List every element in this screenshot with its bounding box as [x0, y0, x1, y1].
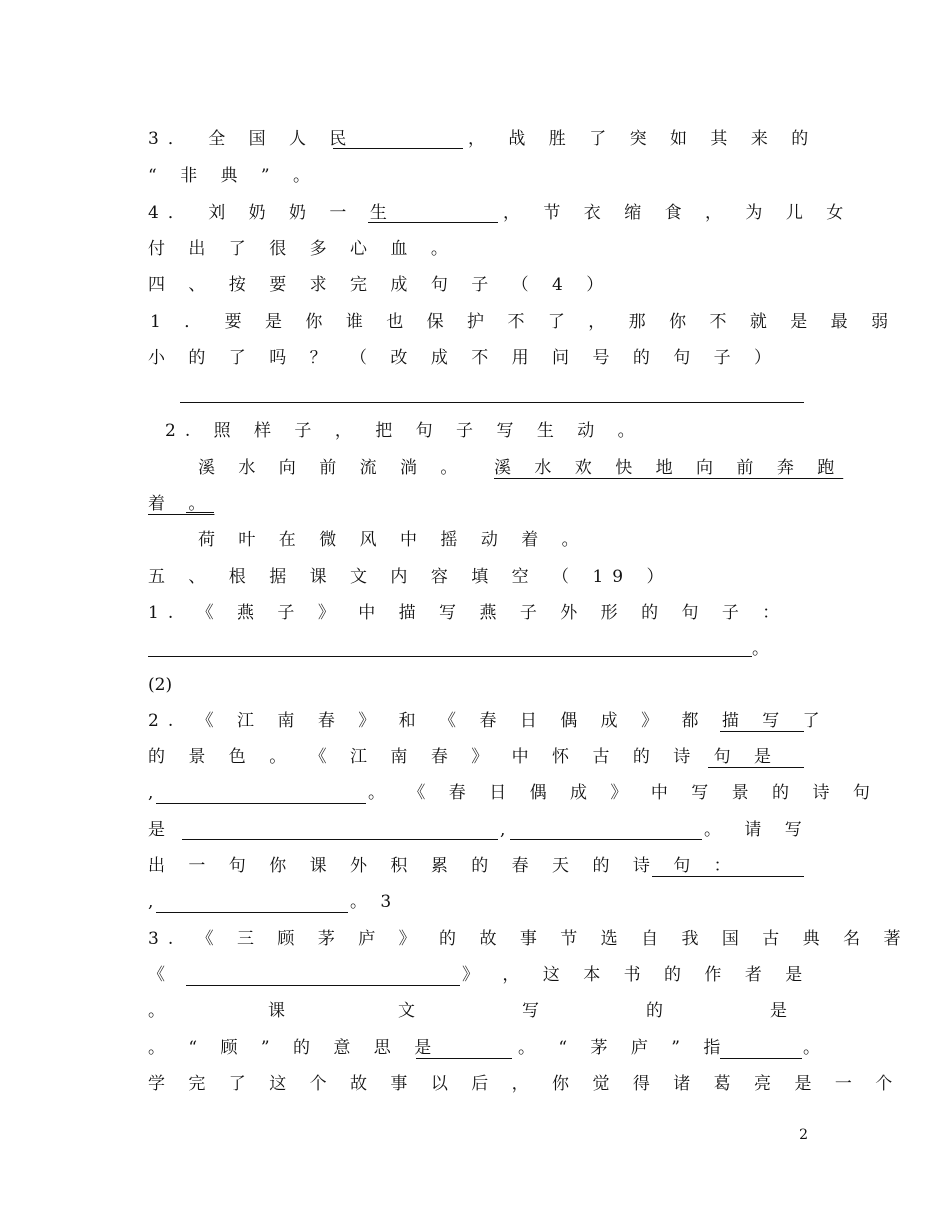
q5-2-line-d-rest: 。 请 写: [704, 820, 811, 840]
q5-3-line-c-6: 是: [770, 1001, 796, 1021]
q5-2-blank-huaigu-1[interactable]: [708, 767, 804, 768]
q4-2-underline-tail: [186, 512, 214, 513]
q5-3-line-c-4: 写: [522, 1001, 548, 1021]
q5-2-line-e: 出 一 句 你 课 外 积 累 的 春 天 的 诗 句 ：: [148, 856, 740, 876]
q3-3-line-a: 3． 全 国 人 民: [148, 129, 356, 149]
q5-3-line-d-end: 。: [803, 1038, 820, 1058]
q5-2-line-f-rest: 。 3: [350, 892, 396, 912]
q3-4-line-c: 付 出 了 很 多 心 血 。: [148, 239, 457, 259]
section-5-title: 五 、 根 据 课 文 内 容 填 空 （ 19 ）: [148, 567, 673, 587]
page-number: 2: [799, 1127, 808, 1143]
q5-2-line-d-comma: ,: [500, 820, 506, 840]
q5-2-blank-extra-1[interactable]: [652, 876, 804, 877]
q5-3-line-c-2: 课: [268, 1001, 294, 1021]
q5-3-line-d-b: 。 “ 茅 庐 ” 指: [518, 1038, 730, 1058]
q5-3-line-c-1: 。: [148, 1001, 174, 1021]
q5-1-points: (2): [148, 675, 173, 695]
q4-2-example: 溪 水 向 前 流 淌 。: [198, 458, 467, 478]
q5-3-line-e: 学 完 了 这 个 故 事 以 后 ， 你 觉 得 诸 葛 亮 是 一 个: [148, 1074, 902, 1094]
q5-2-line-c-comma: ,: [148, 783, 154, 803]
q5-1-answer-line[interactable]: [148, 656, 752, 657]
q5-2-blank-huaigu-2[interactable]: [156, 803, 366, 804]
q3-3-blank[interactable]: [333, 148, 463, 149]
q5-3-blank-maolu[interactable]: [720, 1058, 802, 1059]
q4-2-task: 荷 叶 在 微 风 中 摇 动 着 。: [198, 530, 588, 550]
q5-2-blank-extra-2[interactable]: [156, 912, 348, 913]
q4-1-line-a: 1 ． 要 是 你 谁 也 保 护 不 了 ， 那 你 不 就 是 最 弱: [150, 312, 898, 332]
q5-3-line-c-3: 文: [398, 1001, 424, 1021]
q5-2-line-c-rest: 。 《 春 日 偶 成 》 中 写 景 的 诗 句: [368, 783, 879, 803]
q5-2-line-a: 2. 《 江 南 春 》 和 《 春 日 偶 成 》 都 描 写 了: [148, 711, 829, 731]
section-4-title: 四 、 按 要 求 完 成 句 子 （ 4 ）: [148, 275, 613, 295]
q3-3-line-c: “ 非 典 ” 。: [148, 166, 319, 186]
q5-3-line-b-rest: 》 ， 这 本 书 的 作 者 是: [462, 965, 812, 985]
q5-2-blank-xiejing-1[interactable]: [182, 839, 498, 840]
q5-1-end-mark: 。: [752, 639, 769, 659]
q5-1-prompt: 1. 《 燕 子 》 中 描 写 燕 子 外 形 的 句 子 ：: [148, 603, 789, 623]
q5-3-open-bracket: 《: [148, 965, 174, 985]
q4-2-instruction: 2. 照 样 子 ， 把 句 子 写 生 动 。: [165, 421, 644, 441]
q5-2-line-b: 的 景 色 。 《 江 南 春 》 中 怀 古 的 诗 句 是: [148, 747, 781, 767]
q4-1-line-b: 小 的 了 吗 ？ （ 改 成 不 用 问 号 的 句 子 ）: [148, 348, 781, 368]
q4-2-example-answer-b: 着 。: [148, 494, 215, 514]
q5-3-line-d-a: 。 “ 顾 ” 的 意 思 是: [148, 1038, 441, 1058]
q3-4-blank[interactable]: [368, 222, 498, 223]
q4-2-example-answer-a: 溪 水 欢 快 地 向 前 奔 跑: [494, 458, 844, 478]
q5-2-line-d-label: 是: [148, 820, 174, 840]
q5-3-blank-book[interactable]: [186, 985, 460, 986]
q5-2-line-f-comma: ,: [148, 892, 154, 912]
q5-3-blank-gu[interactable]: [416, 1058, 512, 1059]
q5-2-blank-scenery[interactable]: [720, 731, 804, 732]
q3-3-line-b: ， 战 胜 了 突 如 其 来 的: [468, 129, 818, 149]
q3-4-line-b: ， 节 衣 缩 食 ， 为 儿 女: [503, 203, 853, 223]
q4-1-answer-line[interactable]: [180, 402, 804, 403]
q5-3-line-a: 3. 《 三 顾 茅 庐 》 的 故 事 节 选 自 我 国 古 典 名 著: [148, 929, 910, 949]
q5-3-line-c-5: 的: [646, 1001, 672, 1021]
q5-2-blank-xiejing-2[interactable]: [510, 839, 702, 840]
q3-4-line-a: 4． 刘 奶 奶 一 生: [148, 203, 396, 223]
